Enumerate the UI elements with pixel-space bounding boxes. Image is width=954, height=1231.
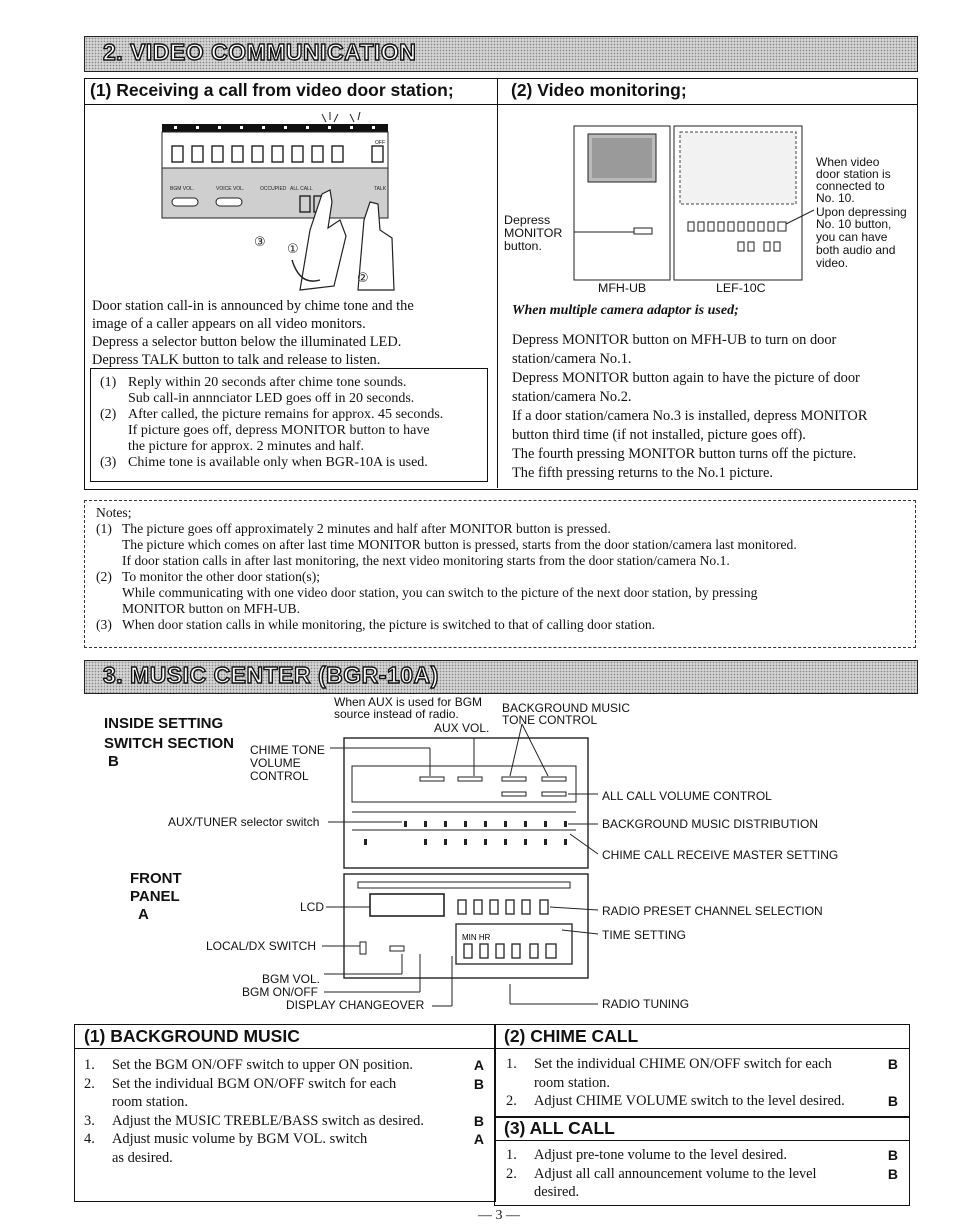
receiving-line-2: image of a caller appears on all video monitors. [92, 316, 366, 332]
circle-1: ① [287, 242, 299, 257]
receiving-note-1-line-1: Reply within 20 seconds after chime tone sounds. [128, 375, 407, 390]
radio-preset-label: RADIO PRESET CHANNEL SELECTION [602, 904, 823, 918]
note-1-line-1: The picture goes off approximately 2 minutes and half after MONITOR button is pressed. [122, 521, 611, 536]
receiving-heading: (1) Receiving a call from video door station; [90, 80, 454, 100]
chime-item-2-tag: B [887, 1093, 898, 1109]
allcall-item-1-num: 1. [506, 1147, 517, 1163]
bgm-item-2-tag: B [473, 1075, 484, 1092]
panel-label-occupied: OCCUPIED [260, 186, 287, 192]
receiving-paragraph [92, 297, 492, 369]
bgm-distribution-label: BACKGROUND MUSIC DISTRIBUTION [602, 817, 819, 831]
monitoring-line-7: The fourth pressing MONITOR button turns off the picture. [512, 446, 857, 462]
bgm-item-1-tag: A [473, 1057, 484, 1073]
bgm-item-4-line-1: Adjust music volume by BGM VOL. switch [112, 1131, 368, 1147]
depress-label-3: button. [504, 239, 542, 253]
bg-tone-label-2: TONE CONTROL [502, 713, 598, 727]
right-label-1: When video [816, 155, 880, 169]
allcall-item-2-line-1: Adjust all call announcement volume to the level [534, 1165, 817, 1182]
heading-underline-left [84, 104, 498, 105]
note-1-num: (1) [96, 521, 112, 536]
monitoring-line-8: The fifth pressing returns to the No.1 picture. [512, 465, 773, 481]
right-label-6: No. 10 button, [816, 217, 892, 231]
right-label-7: you can have [816, 230, 888, 244]
receiving-note-2-line-1: After called, the picture remains for approx. 45 seconds. [128, 407, 444, 422]
bgm-onoff-label: BGM ON/OFF [242, 985, 318, 999]
section-3-banner [84, 660, 918, 694]
allcall-item-2-line-2: desired. [534, 1184, 580, 1200]
chime-item-1-line-2: room station. [534, 1074, 610, 1091]
monitoring-line-2: station/camera No.1. [512, 351, 632, 367]
monitor-units-illustration [504, 120, 916, 300]
chime-item-2-num: 2. [506, 1093, 517, 1109]
bgm-heading-rule [74, 1048, 495, 1049]
right-label-5: Upon depressing [816, 205, 907, 219]
video-comm-divider [497, 78, 498, 488]
bgm-item-4-num: 4. [84, 1131, 95, 1147]
note-2-line-3: MONITOR button on MFH-UB. [122, 601, 300, 616]
bgm-item-2-num: 2. [84, 1075, 95, 1092]
allcall-heading-rule [494, 1140, 909, 1141]
notes-content [96, 505, 916, 633]
chime-tone-label-1: CHIME TONE [250, 743, 325, 757]
note-2-num: (2) [96, 569, 112, 584]
allcall-item-1-tag: B [887, 1147, 898, 1163]
panel-label-bgm-vol: BGM VOL. [170, 186, 195, 192]
receiving-note-1-num: (1) [100, 375, 117, 390]
front-panel-label-1: FRONT [130, 870, 182, 887]
front-panel-label-2: PANEL [130, 888, 180, 905]
depress-label-1: Depress [504, 213, 551, 227]
depress-label-2: MONITOR [504, 226, 563, 240]
monitoring-line-6: button third time (if not installed, picture goes off). [512, 427, 806, 443]
bgm-item-1-num: 1. [84, 1057, 95, 1073]
radio-tuning-label: RADIO TUNING [602, 997, 690, 1011]
lcd-label: LCD [300, 900, 325, 914]
chime-heading: (2) CHIME CALL [504, 1026, 639, 1046]
section-3-title: 3. MUSIC CENTER (BGR-10A) [103, 662, 439, 688]
localdx-label: LOCAL/DX SWITCH [206, 939, 317, 953]
multi-camera-subheading: When multiple camera adaptor is used; [512, 303, 739, 318]
receiving-diagram [150, 110, 410, 292]
panel-label-talk: TALK [374, 186, 387, 192]
bgm-item-4-tag: A [473, 1131, 484, 1147]
circle-2: ② [357, 271, 369, 286]
bg-tone-label-1: BACKGROUND MUSIC [502, 701, 631, 715]
notes-title: Notes; [96, 505, 132, 520]
heading-underline-right [497, 104, 917, 105]
bgm-vol-label: BGM VOL. [262, 972, 321, 986]
allcall-item-2-num: 2. [506, 1165, 517, 1182]
monitoring-line-3: Depress MONITOR button again to have the picture of door [512, 370, 860, 386]
receiving-note-3-num: (3) [100, 455, 117, 470]
receiving-notes [100, 375, 488, 471]
master-station-panel-illustration [150, 110, 410, 292]
chime-list [506, 1055, 904, 1111]
inside-setting-label-3: B [108, 753, 119, 770]
bgm-item-3-num: 3. [84, 1112, 95, 1129]
note-2-line-1: To monitor the other door station(s); [122, 569, 321, 584]
bgm-item-1-line-1: Set the BGM ON/OFF switch to upper ON position. [112, 1057, 414, 1073]
music-center-diagram [90, 694, 910, 1016]
bgm-item-4-line-2: as desired. [112, 1149, 173, 1166]
receiving-note-3-line-1: Chime tone is available only when BGR-10A is used. [128, 455, 428, 470]
monitoring-diagram [504, 120, 916, 300]
front-panel-label-3: A [138, 906, 149, 923]
bgm-heading: (1) BACKGROUND MUSIC [84, 1026, 300, 1046]
chime-heading-rule [494, 1048, 909, 1049]
allcall-item-1-line-1: Adjust pre-tone volume to the level desired. [534, 1147, 787, 1163]
bgm-list [84, 1056, 490, 1167]
monitoring-heading: (2) Video monitoring; [511, 80, 687, 100]
receiving-line-4: Depress TALK button to talk and release to listen. [92, 352, 381, 368]
note-3-line-1: When door station calls in while monitoring, the picture is switched to that of calling door station. [122, 617, 656, 632]
receiving-line-1: Door station call-in is announced by chime tone and the [92, 298, 414, 314]
circle-3: ③ [254, 235, 266, 250]
page-number: — 3 — [478, 1208, 520, 1223]
right-label-4: No. 10. [816, 191, 855, 205]
min-hr-label: MIN HR [462, 933, 491, 942]
display-changeover-label: DISPLAY CHANGEOVER [286, 998, 425, 1012]
monitoring-paragraph [512, 331, 912, 483]
music-center-illustration [90, 694, 910, 1016]
inside-setting-label-1: INSIDE SETTING [104, 715, 224, 732]
note-2-line-2: While communicating with one video door station, you can switch to the picture of the next door station, by pressing [122, 585, 758, 600]
aux-vol-label: AUX VOL. [434, 721, 490, 735]
time-setting-label: TIME SETTING [602, 928, 686, 942]
all-call-volume-label: ALL CALL VOLUME CONTROL [602, 789, 772, 803]
chime-master-label: CHIME CALL RECEIVE MASTER SETTING [602, 848, 839, 862]
monitoring-line-1: Depress MONITOR button on MFH-UB to turn on door [512, 332, 837, 348]
note-1-line-3: If door station calls in after last monitoring, the next video monitoring starts from the door station/camera No.1. [122, 553, 730, 568]
note-3-num: (3) [96, 617, 112, 632]
receiving-note-1-line-2: Sub call-in annnciator LED goes off in 20 seconds. [128, 391, 415, 406]
allcall-item-2-tag: B [887, 1165, 898, 1182]
allcall-heading: (3) ALL CALL [504, 1118, 615, 1138]
bgm-item-3-line-1: Adjust the MUSIC TREBLE/BASS switch as desired. [112, 1112, 424, 1129]
note-1-line-2: The picture which comes on after last time MONITOR button is pressed, starts from the door station/camera last monitored. [122, 537, 797, 552]
receiving-note-2-line-3: the picture for approx. 2 minutes and half. [128, 439, 364, 454]
chime-item-1-line-1: Set the individual CHIME ON/OFF switch for each [534, 1056, 832, 1072]
chime-tone-label-2: VOLUME [250, 756, 301, 770]
section-2-title: 2. VIDEO COMMUNICATION [103, 39, 417, 65]
chime-item-1-tag: B [887, 1056, 898, 1072]
monitoring-line-4: station/camera No.2. [512, 389, 632, 405]
aux-tuner-label: AUX/TUNER selector switch [168, 815, 320, 829]
receiving-note-2-line-2: If picture goes off, depress MONITOR button to have [128, 423, 430, 438]
panel-off-label: OFF [375, 140, 385, 146]
aux-note-2: source instead of radio. [334, 707, 459, 721]
chime-tone-label-3: CONTROL [250, 769, 309, 783]
allcall-list [506, 1146, 904, 1202]
bgm-item-2-line-1: Set the individual BGM ON/OFF switch for each [112, 1075, 397, 1092]
bgm-item-3-tag: B [473, 1112, 484, 1129]
right-label-9: video. [816, 256, 849, 270]
right-label-8: both audio and [816, 243, 896, 257]
unit-lef-10c: LEF-10C [716, 281, 766, 295]
receiving-line-3: Depress a selector button below the illuminated LED. [92, 334, 402, 350]
panel-label-voice-vol: VOICE VOL. [216, 186, 245, 192]
chime-item-2-line-1: Adjust CHIME VOLUME switch to the level desired. [534, 1093, 845, 1109]
chime-item-1-num: 1. [506, 1056, 517, 1072]
bgm-item-2-line-2: room station. [112, 1094, 188, 1110]
right-label-3: connected to [816, 179, 885, 193]
unit-mfh-ub: MFH-UB [598, 281, 647, 295]
right-label-2: door station is [816, 167, 891, 181]
inside-setting-label-2: SWITCH SECTION [104, 735, 234, 752]
aux-note-1: When AUX is used for BGM [334, 695, 483, 709]
receiving-note-2-num: (2) [100, 407, 117, 422]
section-2-banner [84, 36, 918, 72]
panel-label-all-call: ALL CALL [290, 186, 313, 192]
monitoring-line-5: If a door station/camera No.3 is installed, depress MONITOR [512, 408, 868, 424]
